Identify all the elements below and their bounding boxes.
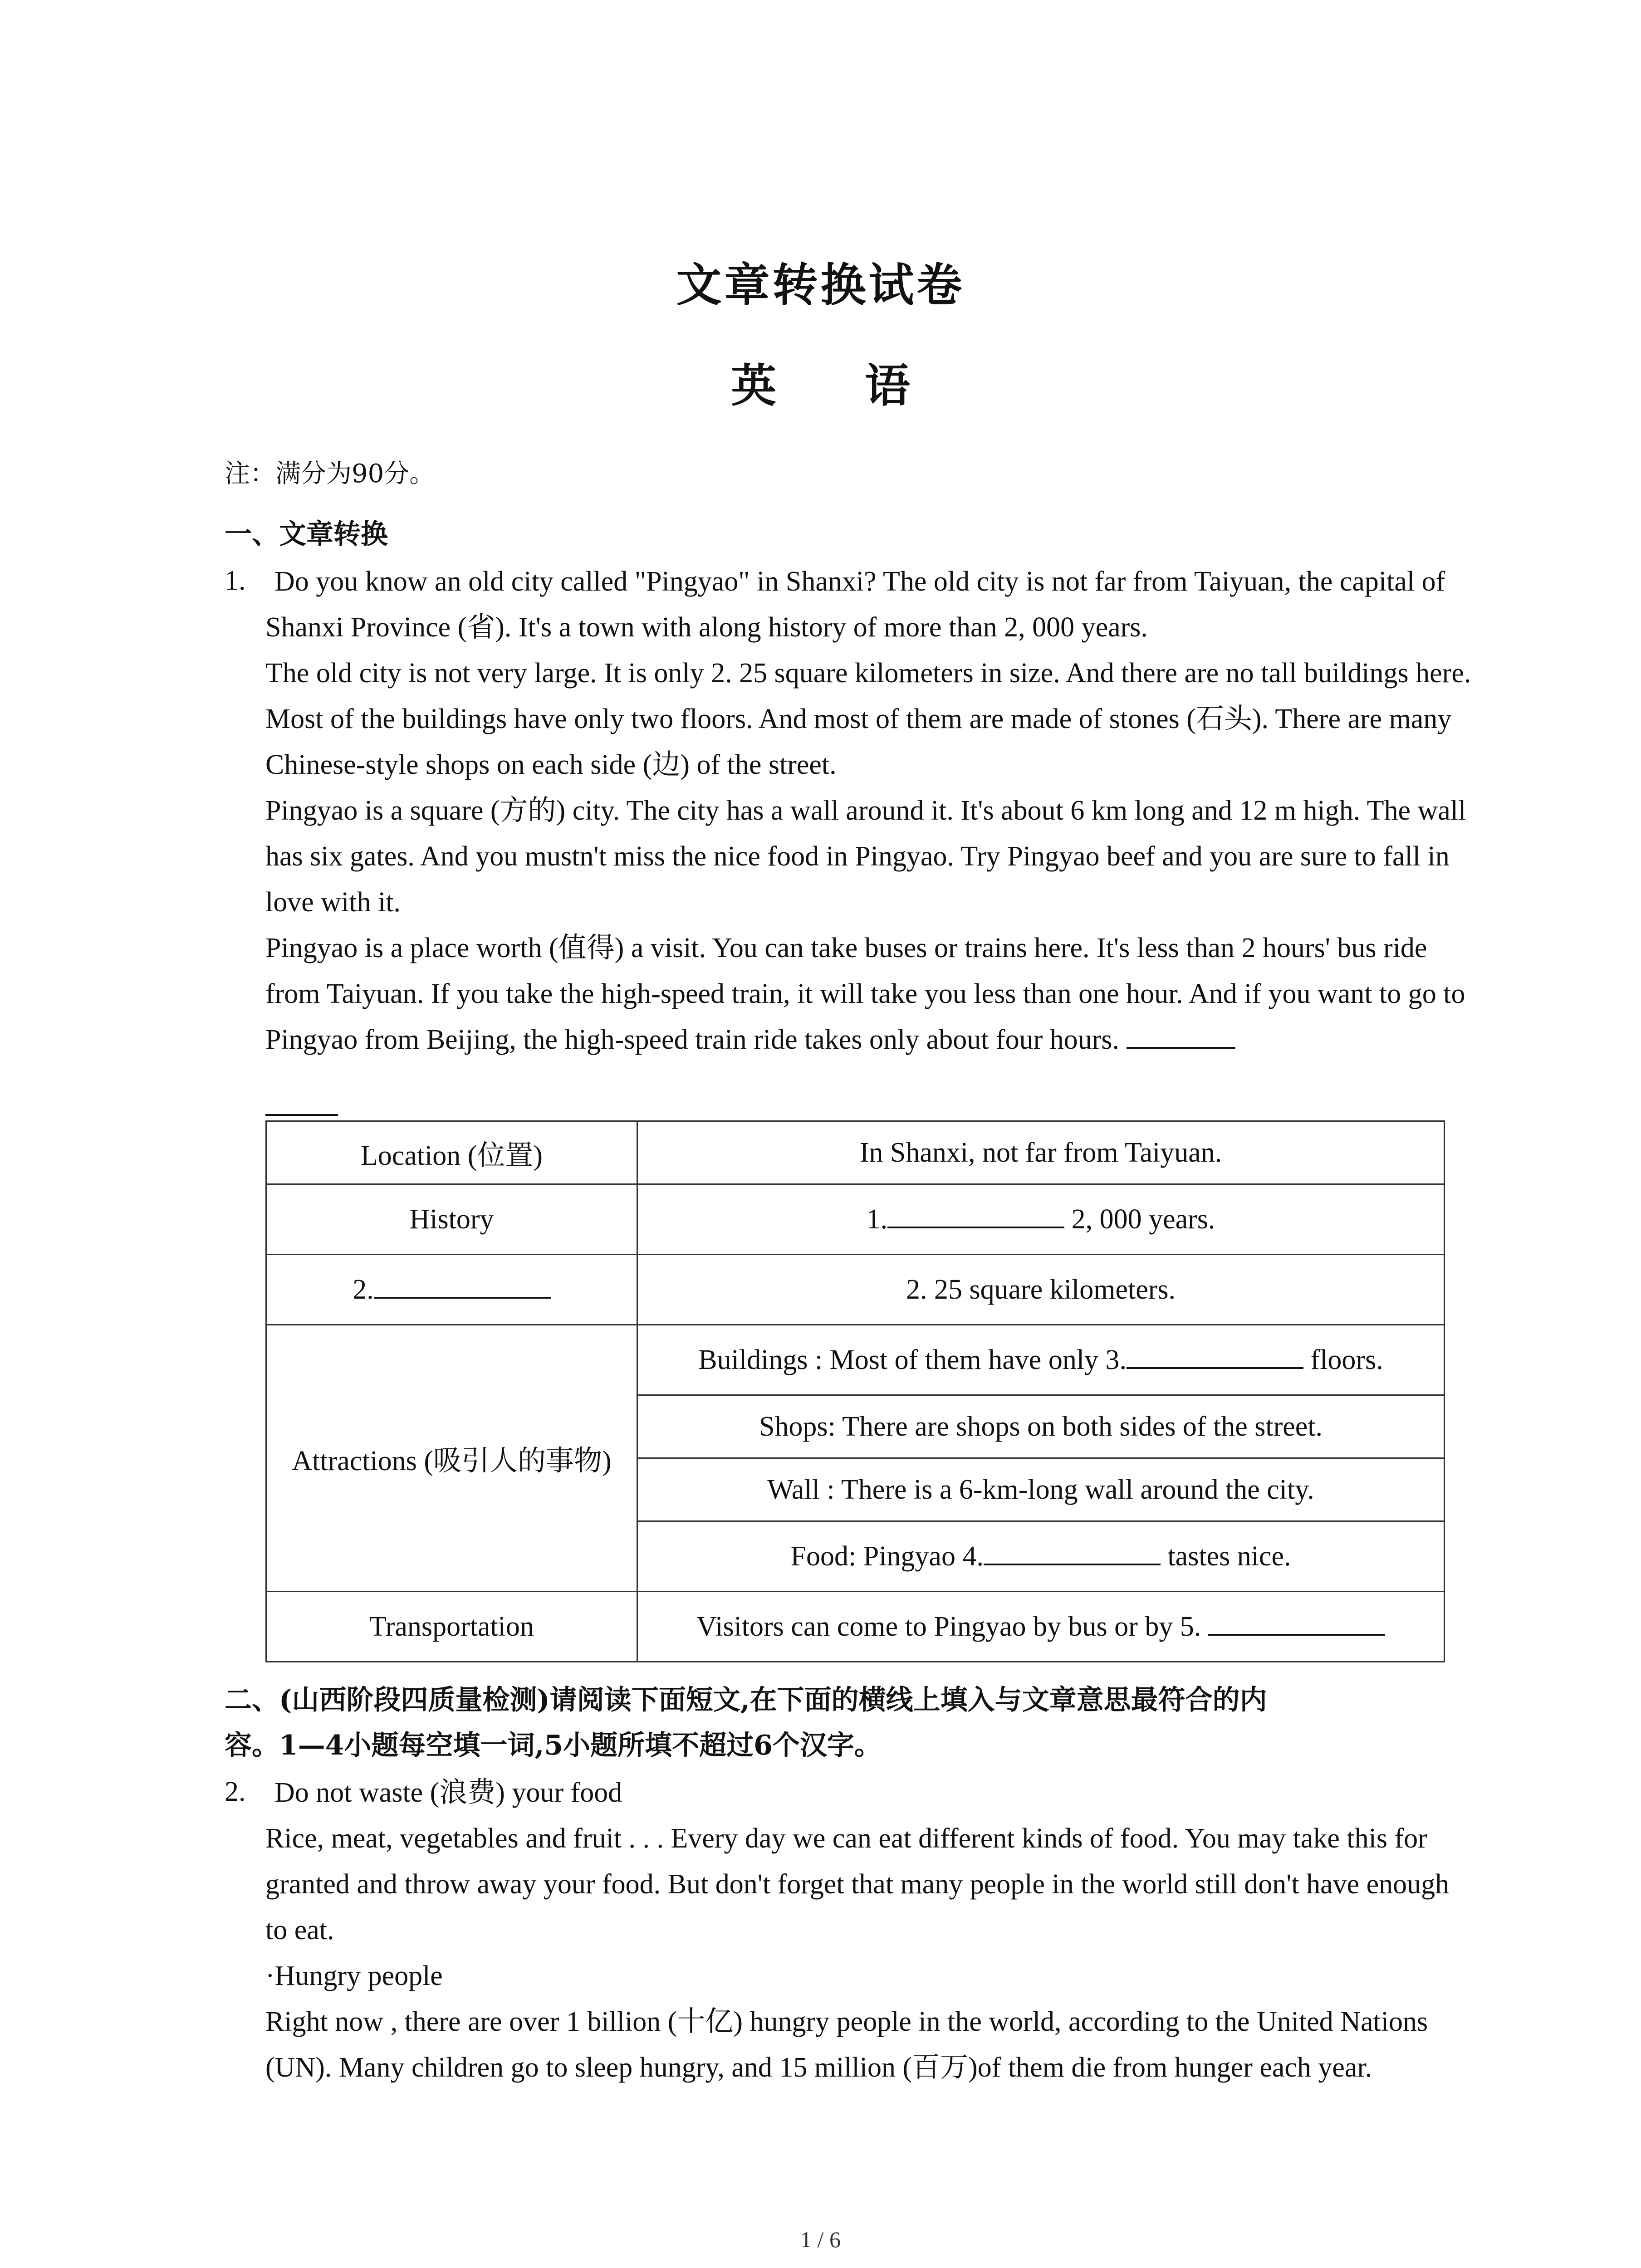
q1-paragraph-2: The old city is not very large. It is only 2. 25 square kilometers in size. And there are no tall buildings here. Most of the buildings have only two floors. And most of them are made of stones (石头). There are many Chinese-style shops on each side (边) of the street. [265, 658, 1471, 780]
size-value: 2. 25 square kilometers. [637, 1255, 1445, 1325]
q2-paragraph-1: Rice, meat, vegetables and fruit . . . Every day we can eat different kinds of food. You may take this for granted and throw away your food. But don't forget that many people in the world still don't have enough to eat. [265, 1823, 1450, 1945]
blank-continuation-line [265, 1114, 338, 1116]
history-value [637, 1184, 1445, 1255]
table-row [266, 1325, 1445, 1395]
page-number: 1 / 6 [800, 2227, 841, 2252]
blank-1-label: 1. [866, 1203, 888, 1235]
q1-paragraph-1: Do you know an old city called "Pingyao" in Shanxi? The old city is not far from Taiyuan, the capital of Shanxi Province (省). It's a town with along history of more than 2, 000 years. [265, 566, 1445, 643]
exam-subject: 英 语 [731, 359, 946, 412]
exam-title: 文章转换试卷 [676, 258, 965, 312]
table-row [266, 1255, 1445, 1325]
food-value [637, 1521, 1445, 1592]
transport-text: Visitors can come to Pingyao by bus or by 5. [696, 1611, 1201, 1642]
q2-title-line: Do not waste (浪费) your food [274, 1777, 622, 1808]
blank-2-label: 2. [353, 1274, 374, 1305]
answer-blank[interactable] [1127, 1047, 1235, 1049]
blank-2-input[interactable] [374, 1297, 551, 1299]
pingyao-info-table [265, 1120, 1445, 1662]
history-label: History [266, 1184, 637, 1255]
score-note: 注：满分为90分。 [225, 459, 435, 489]
question2-number: 2. [225, 1776, 246, 1807]
buildings-value [637, 1325, 1445, 1395]
q1-paragraph-4 [265, 925, 1472, 1063]
location-value: In Shanxi, not far from Taiyuan. [637, 1121, 1445, 1184]
table-row [266, 1592, 1445, 1662]
location-label: Location (位置) [266, 1121, 637, 1184]
table-row [266, 1121, 1445, 1184]
buildings-text: Buildings : Most of them have only 3. [698, 1344, 1127, 1375]
food-suffix: tastes nice. [1167, 1540, 1291, 1572]
question2-passage [265, 1770, 1472, 2091]
q1-paragraph-4-text: Pingyao is a place worth (值得) a visit. You can take buses or trains here. It's less than 2 hours' bus ride from Taiyuan. If you take the high-speed train, it will take you less than one hour. And if you want to go to Pingyao from Beijing, the high-speed train ride takes only about four hours. [265, 933, 1465, 1055]
q2-subheading: ·Hungry people [265, 1960, 443, 1991]
blank-5-input[interactable] [1208, 1634, 1385, 1636]
food-text: Food: Pingyao 4. [790, 1540, 984, 1572]
q2-paragraph-2: Right now , there are over 1 billion (十亿) hungry people in the world, according to the United Nations (UN). Many children go to sleep hungry, and 15 million (百万)of them die from hunger each year. [265, 2006, 1428, 2083]
size-label [266, 1255, 637, 1325]
wall-value: Wall : There is a 6-km-long wall around the city. [637, 1458, 1445, 1521]
blank-3-input[interactable] [1127, 1367, 1303, 1369]
blank-1-input[interactable] [887, 1227, 1064, 1228]
section2-heading-line2: 容。1—4小题每空填一词,5小题所填不超过6个汉字。 [225, 1730, 882, 1761]
attractions-label: Attractions (吸引人的事物) [266, 1325, 637, 1592]
section1-heading: 一、文章转换 [225, 518, 388, 550]
q1-paragraph-3: Pingyao is a square (方的) city. The city has a wall around it. It's about 6 km long and 12 m high. The wall has six gates. And you mustn't miss the nice food in Pingyao. Try Pingyao beef and you are sure to fall in love with it. [265, 795, 1466, 918]
blank-4-input[interactable] [984, 1564, 1161, 1565]
transport-value [637, 1592, 1445, 1662]
question1-passage [265, 559, 1472, 1063]
history-suffix: 2, 000 years. [1071, 1203, 1215, 1235]
buildings-suffix: floors. [1310, 1344, 1383, 1375]
question1-number: 1. [225, 565, 246, 596]
section2-heading-line1: 二、(山西阶段四质量检测)请阅读下面短文,在下面的横线上填入与文章意思最符合的内 [225, 1684, 1267, 1716]
table-row [266, 1184, 1445, 1255]
transport-label: Transportation [266, 1592, 637, 1662]
shops-value: Shops: There are shops on both sides of the street. [637, 1395, 1445, 1458]
